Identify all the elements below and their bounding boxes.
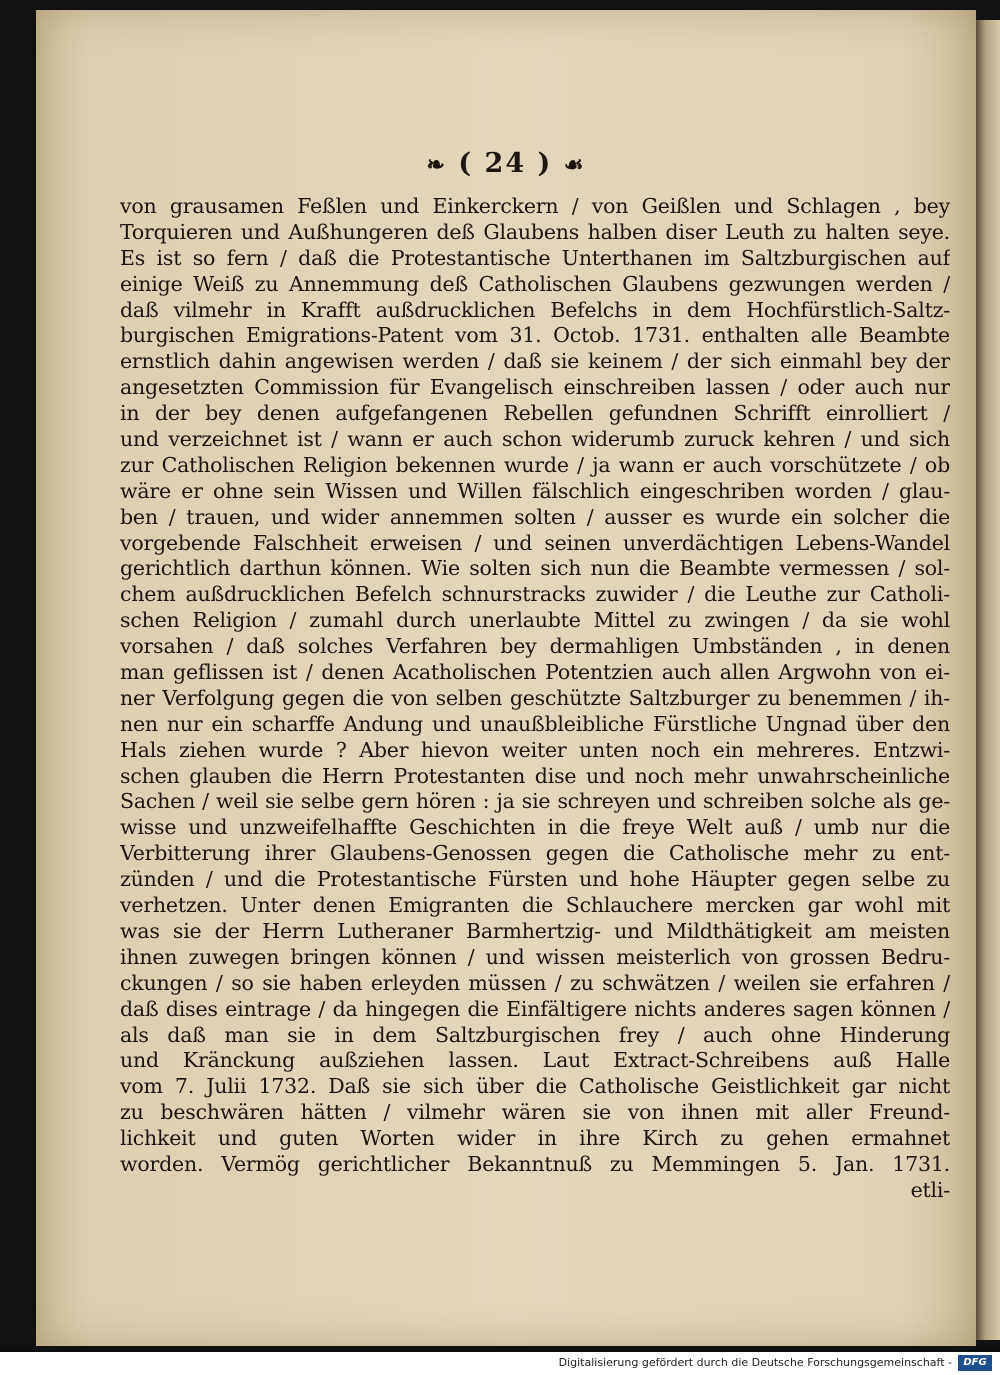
text-line: einige Weiß zu Annemmung deß Catholischen Glaubens gezwungen werden / [120,271,950,296]
text-line: Hals ziehen wurde ? Aber hievon weiter unten noch ein mehreres. Entzwi- [120,737,950,762]
text-line: vorgebende Falschheit erweisen / und seinen unverdächtigen Lebens-Wandel [120,530,950,555]
text-line: ernstlich dahin angewisen werden / daß sie keinem / der sich einmahl bey der [120,349,950,374]
text-line: daß vilmehr in Krafft außdrucklichen Befelchs in dem Hochfürstlich-Saltz- [120,297,950,322]
text-line: lichkeit und guten Worten wider in ihre Kirch zu gehen ermahnet [120,1126,950,1151]
text-line: von grausamen Feßlen und Einkerckern / von Geißlen und Schlagen , bey [120,194,950,218]
text-line: Sachen / weil sie selbe gern hören : ja sie schreyen und schreiben solche als ge- [120,789,950,814]
text-line: angesetzten Commission für Evangelisch einschreiben lassen / oder auch nur [120,375,950,400]
ornament-left-icon: ❧ [426,152,447,178]
text-line: in der bey denen aufgefangenen Rebellen gefundnen Schrifft einrolliert / [120,401,950,426]
text-line: was sie der Herrn Lutheraner Barmhertzig- und Mildthätigkeit am meisten [120,918,950,943]
text-line: nen nur ein scharffe Andung und unaußbleibliche Fürstliche Ungnad über den [120,711,950,736]
funding-notice: Digitalisierung gefördert durch die Deutsche Forschungsgemeinschaft - [558,1356,952,1369]
next-page-edge [976,20,1000,1340]
text-line: vorsahen / daß solches Verfahren bey dermahligen Umbständen , in denen [120,634,950,659]
text-line: und verzeichnet ist / wann er auch schon widerumb zuruck kehren / und sich [120,427,950,452]
text-line: daß dises eintrage / da hingegen die Einfältigere nichts anderes sagen können / [120,996,950,1021]
text-line: wisse und unzweifelhaffte Geschichten in die freye Welt auß / umb nur die [120,815,950,840]
text-line: ihnen zuwegen bringen können / und wissen meisterlich von grossen Bedru- [120,944,950,969]
text-line: Es ist so fern / daß die Protestantische Unterthanen im Saltzburgischen auf [120,245,950,270]
page-number-header [36,148,976,179]
text-line: chem außdrucklichen Befelch schnurstracks zuwider / die Leuthe zur Catholi- [120,582,950,607]
text-line: schen glauben die Herrn Protestanten dise und noch mehr unwahrscheinliche [120,763,950,788]
text-line: schen Religion / zumahl durch unerlaubte Mittel zu zwingen / da sie wohl [120,608,950,633]
text-line: zu beschwären hätten / vilmehr wären sie von ihnen mit aller Freund- [120,1100,950,1125]
text-line: man geflissen ist / denen Acatholischen Potentzien auch allen Argwohn von ei- [120,660,950,685]
text-line: ckungen / so sie haben erleyden müssen / zu schwätzen / weilen sie erfahren / [120,970,950,995]
text-line: vom 7. Julii 1732. Daß sie sich über die Catholische Geistlichkeit gar nicht [120,1074,950,1099]
text-line: zur Catholischen Religion bekennen wurde / ja wann er auch vorschützete / ob [120,452,950,477]
footer-bar [0,1352,1000,1375]
book-page [36,10,976,1346]
page-number: ( 24 ) [458,148,553,179]
text-line: als daß man sie in dem Saltzburgischen frey / auch ohne Hinderung [120,1022,950,1047]
catchword: etli- [910,1177,950,1202]
text-line: ben / trauen, und wider annemmen solten / ausser es wurde ein solcher die [120,504,950,529]
text-line: verhetzen. Unter denen Emigranten die Schlauchere mercken gar wohl mit [120,893,950,918]
body-text [120,194,950,1204]
text-line: zünden / und die Protestantische Fürsten und hohe Häupter gegen selbe zu [120,867,950,892]
text-line: gerichtlich darthun können. Wie solten sich nun die Beambte vermessen / sol- [120,556,950,581]
text-line: burgischen Emigrations-Patent vom 31. Octob. 1731. enthalten alle Beambte [120,323,950,348]
dfg-logo: DFG [958,1355,992,1371]
text-line: ner Verfolgung gegen die von selben geschützte Saltzburger zu benemmen / ih- [120,685,950,710]
text-line: wäre er ohne sein Wissen und Willen fälschlich eingeschriben worden / glau- [120,478,950,503]
text-line: worden. Vermög gerichtlicher Bekanntnuß zu Memmingen 5. Jan. 1731. [120,1151,950,1176]
ornament-right-icon: ☙ [563,152,586,178]
text-line: Verbitterung ihrer Glaubens-Genossen gegen die Catholische mehr zu ent- [120,841,950,866]
text-line: und Kränckung außziehen lassen. Laut Extract-Schreibens auß Halle [120,1048,950,1073]
text-line: Torquieren und Außhungeren deß Glaubens halben diser Leuth zu halten seye. [120,219,950,244]
